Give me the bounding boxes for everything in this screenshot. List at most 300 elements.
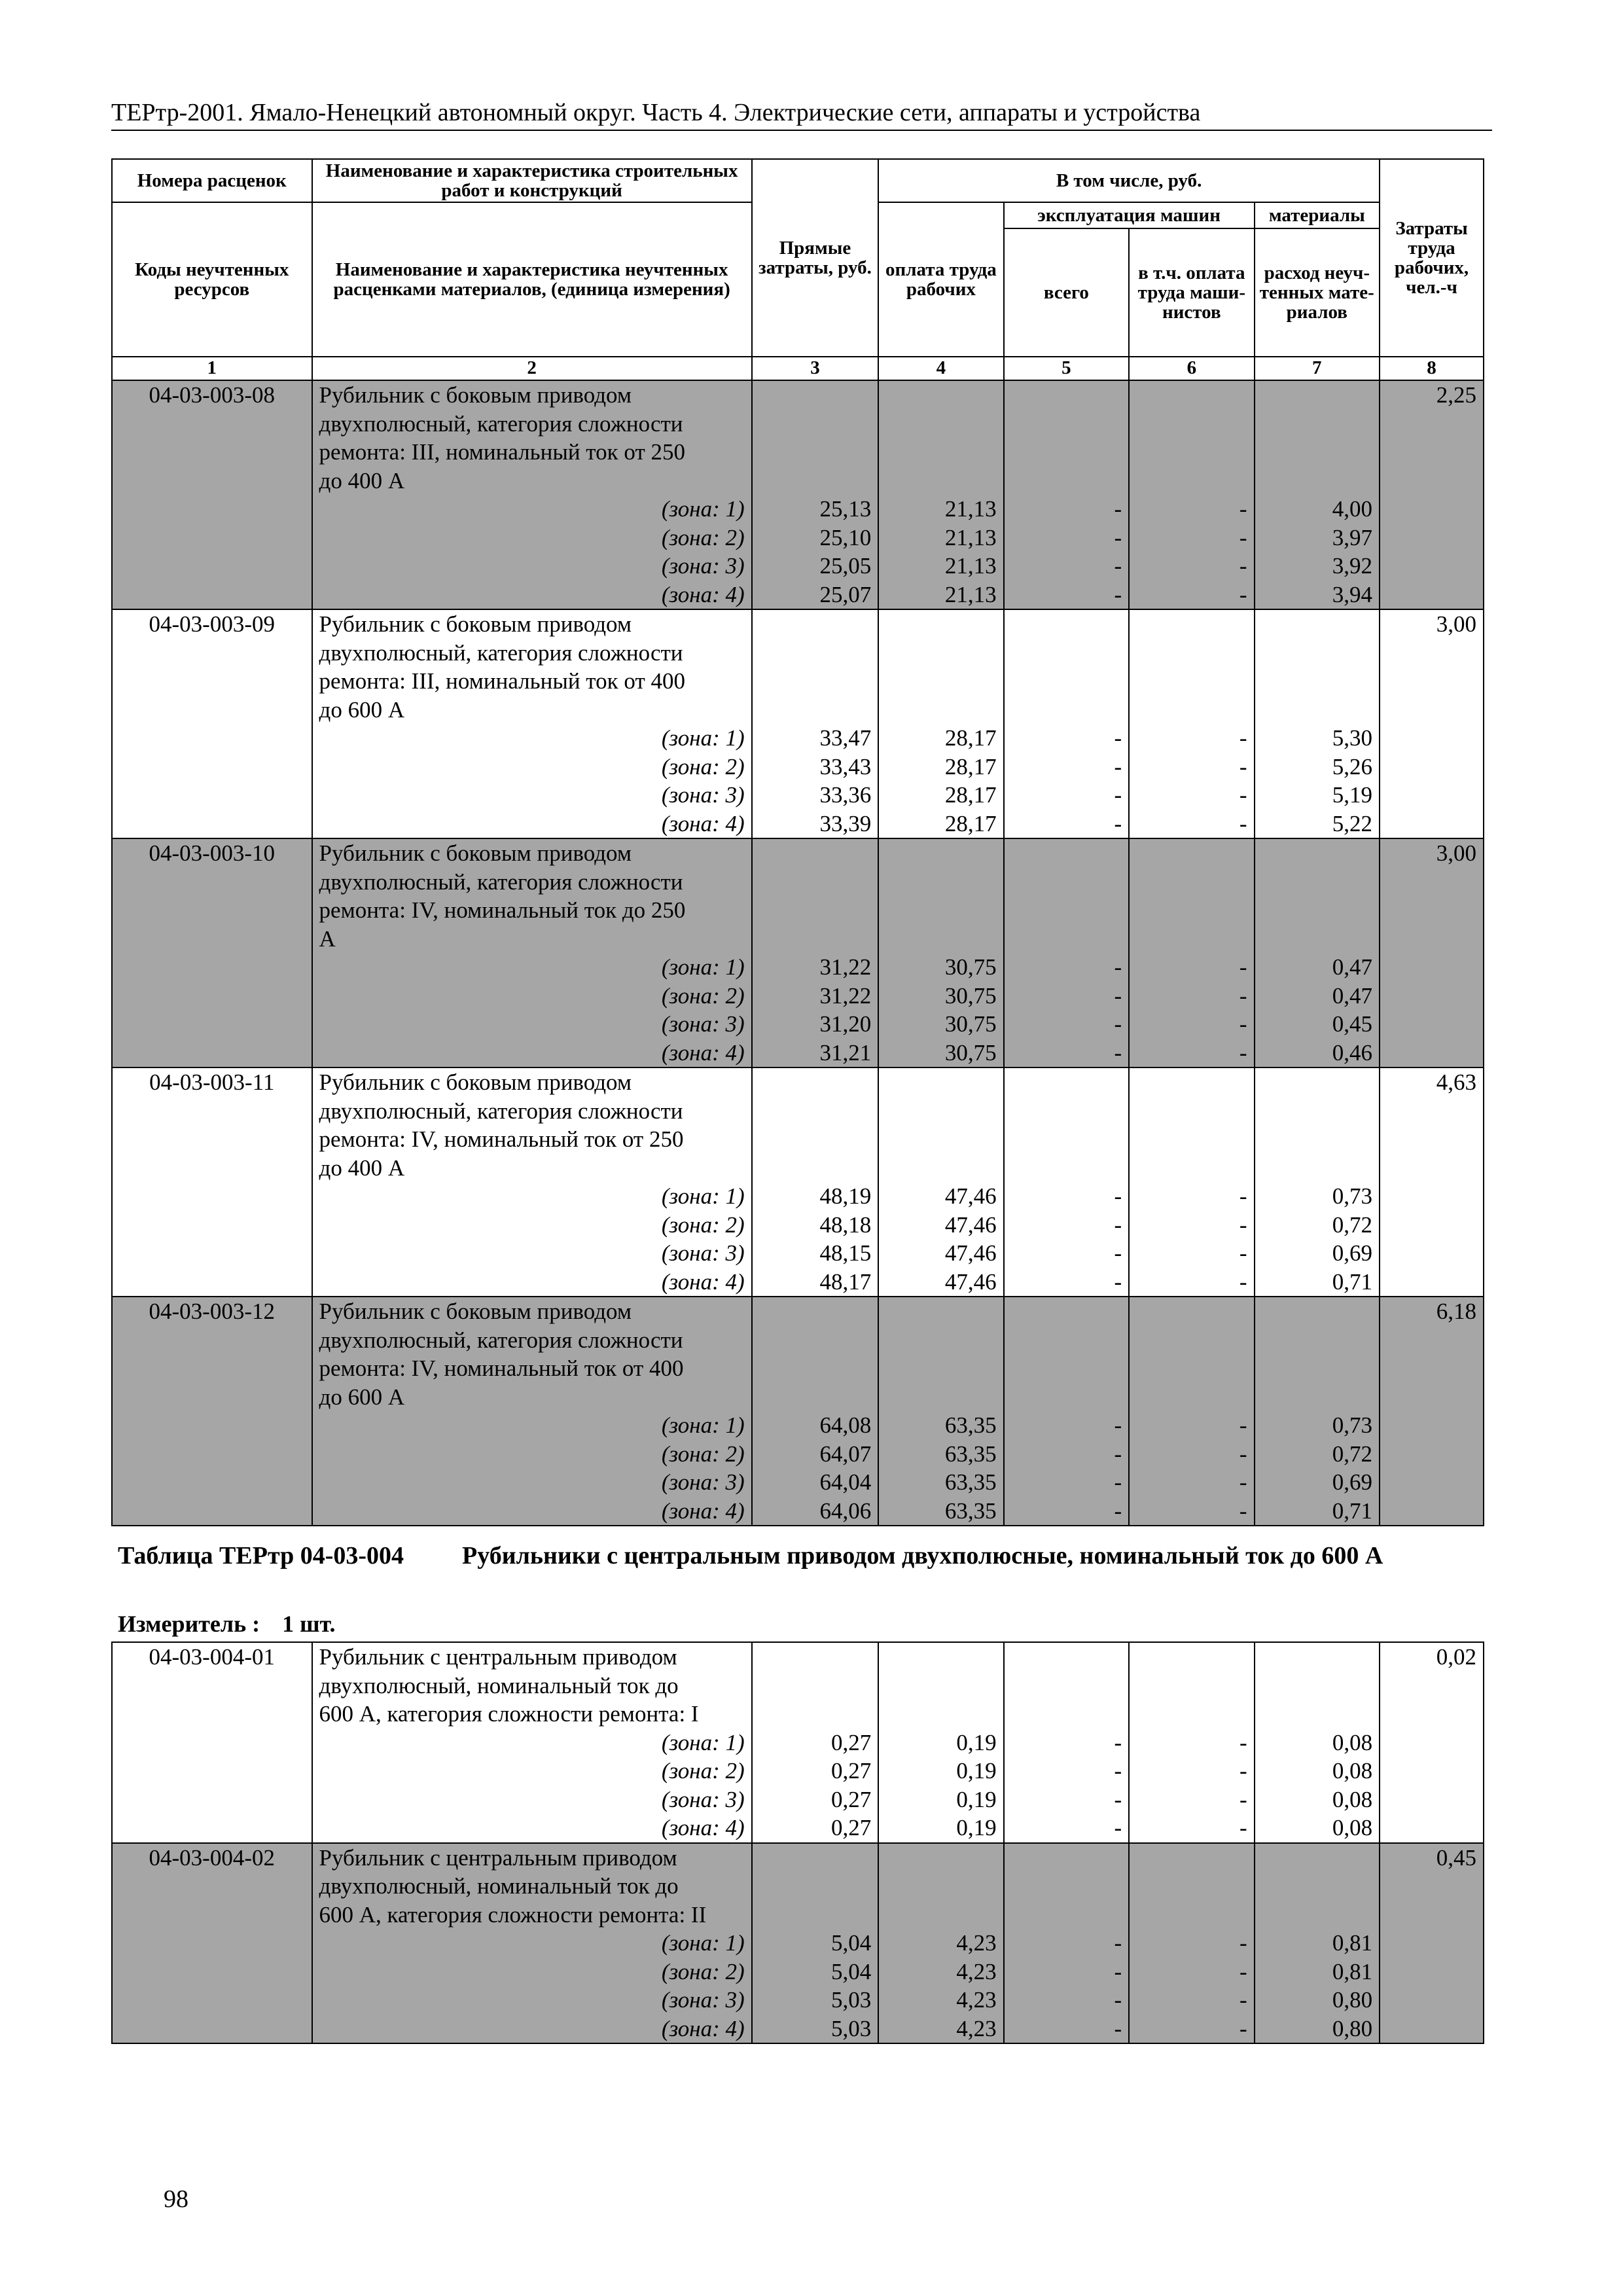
empty-cell: [1004, 1297, 1129, 1326]
col-number: 7: [1255, 357, 1380, 380]
rate-row: [112, 1297, 1484, 1326]
empty-cell: [1004, 380, 1129, 410]
rate-row-continuation: [112, 1901, 1484, 1929]
machinist-pay-value: -: [1129, 1440, 1254, 1469]
materials-value: 0,71: [1255, 1268, 1380, 1297]
col-including: В том числе, руб.: [878, 159, 1380, 202]
empty-cell: [752, 1297, 879, 1326]
materials-value: 5,19: [1255, 781, 1380, 810]
empty-cell: [1255, 1642, 1380, 1672]
labor-cell: [1380, 1468, 1484, 1497]
labor-pay-value: 47,46: [878, 1239, 1003, 1268]
empty-cell: [1004, 838, 1129, 868]
labor-costs-value: 3,00: [1380, 609, 1484, 639]
empty-cell: [752, 1642, 879, 1672]
materials-value: 0,08: [1255, 1757, 1380, 1785]
empty-cell: [1255, 639, 1380, 668]
empty-cell: [1129, 1901, 1254, 1929]
empty-cell: [1255, 1326, 1380, 1355]
code-cell: [112, 1785, 312, 1814]
empty-cell: [752, 1901, 879, 1929]
zone-label: (зона: 3): [312, 1468, 752, 1497]
zone-row: [112, 1814, 1484, 1843]
direct-costs-value: 25,13: [752, 495, 879, 524]
code-cell: [112, 495, 312, 524]
labor-pay-value: 63,35: [878, 1468, 1003, 1497]
labor-cell: [1380, 1901, 1484, 1929]
labor-cell: [1380, 1010, 1484, 1039]
labor-cell: [1380, 1326, 1484, 1355]
zone-row: [112, 753, 1484, 781]
rate-row-continuation: [112, 1097, 1484, 1126]
materials-value: 5,22: [1255, 810, 1380, 839]
empty-cell: [1129, 1097, 1254, 1126]
zone-label: (зона: 4): [312, 810, 752, 839]
zone-row: [112, 1182, 1484, 1211]
labor-costs-value: 0,02: [1380, 1642, 1484, 1672]
rate-name-line: двухполюсный, категория сложности: [312, 1326, 752, 1355]
empty-cell: [1255, 1901, 1380, 1929]
labor-cell: [1380, 1872, 1484, 1901]
rate-code: 04-03-003-12: [112, 1297, 312, 1326]
empty-cell: [752, 925, 879, 954]
labor-cell: [1380, 1211, 1484, 1240]
empty-cell: [1255, 1125, 1380, 1154]
code-cell: [112, 1958, 312, 1986]
code-cell: [112, 696, 312, 725]
empty-cell: [1255, 1383, 1380, 1412]
zone-row: [112, 724, 1484, 753]
empty-cell: [1129, 1354, 1254, 1383]
empty-cell: [1129, 838, 1254, 868]
direct-costs-value: 5,03: [752, 2015, 879, 2044]
labor-cell: [1380, 1097, 1484, 1126]
machines-value: -: [1004, 1039, 1129, 1068]
table-title: Рубильники с центральным приводом двухполюсные, номинальный ток до 600 А: [462, 1542, 1383, 1570]
empty-cell: [1004, 896, 1129, 925]
code-cell: [112, 1757, 312, 1785]
zone-row: [112, 810, 1484, 839]
rate-row-continuation: [112, 1383, 1484, 1412]
code-cell: [112, 1929, 312, 1958]
rate-row-continuation: [112, 1872, 1484, 1901]
empty-cell: [878, 1700, 1003, 1729]
zone-row: [112, 1239, 1484, 1268]
labor-pay-value: 30,75: [878, 1010, 1003, 1039]
empty-cell: [1129, 1843, 1254, 1873]
machinist-pay-value: -: [1129, 1986, 1254, 2015]
labor-cell: [1380, 1497, 1484, 1526]
empty-cell: [752, 896, 879, 925]
code-cell: [112, 1729, 312, 1757]
col-number: 4: [878, 357, 1003, 380]
empty-cell: [878, 1097, 1003, 1126]
empty-cell: [878, 1872, 1003, 1901]
col-machines-total: всего: [1004, 228, 1129, 357]
empty-cell: [878, 696, 1003, 725]
labor-pay-value: 28,17: [878, 724, 1003, 753]
labor-pay-value: 21,13: [878, 524, 1003, 552]
zone-row: [112, 1039, 1484, 1068]
direct-costs-value: 33,36: [752, 781, 879, 810]
empty-cell: [1004, 667, 1129, 696]
empty-cell: [878, 1642, 1003, 1672]
col-materials: материалы: [1255, 202, 1380, 228]
direct-costs-value: 0,27: [752, 1757, 879, 1785]
page-number: 98: [164, 2185, 188, 2213]
column-numbers-row: [112, 357, 1484, 380]
rate-name-line: ремонта: III, номинальный ток от 250: [312, 438, 752, 467]
empty-cell: [1129, 410, 1254, 439]
labor-costs-value: 4,63: [1380, 1067, 1484, 1097]
labor-cell: [1380, 1814, 1484, 1843]
empty-cell: [752, 667, 879, 696]
col-number: 2: [312, 357, 752, 380]
rate-name-line: Рубильник с боковым приводом: [312, 609, 752, 639]
rate-name-line: Рубильник с боковым приводом: [312, 1067, 752, 1097]
rate-row-continuation: [112, 410, 1484, 439]
direct-costs-value: 5,04: [752, 1929, 879, 1958]
code-cell: [112, 467, 312, 495]
code-cell: [112, 581, 312, 610]
code-cell: [112, 1211, 312, 1240]
direct-costs-value: 64,04: [752, 1468, 879, 1497]
machinist-pay-value: -: [1129, 810, 1254, 839]
zone-row: [112, 1785, 1484, 1814]
labor-cell: [1380, 1268, 1484, 1297]
zone-label: (зона: 2): [312, 753, 752, 781]
col-number: 8: [1380, 357, 1484, 380]
labor-cell: [1380, 1729, 1484, 1757]
direct-costs-value: 25,05: [752, 552, 879, 581]
empty-cell: [878, 1843, 1003, 1873]
empty-cell: [878, 1354, 1003, 1383]
machinist-pay-value: -: [1129, 1268, 1254, 1297]
empty-cell: [1004, 1354, 1129, 1383]
empty-cell: [1129, 1067, 1254, 1097]
code-cell: [112, 1411, 312, 1440]
labor-cell: [1380, 724, 1484, 753]
code-cell: [112, 524, 312, 552]
empty-cell: [1004, 1154, 1129, 1183]
col-number: 6: [1129, 357, 1254, 380]
labor-costs-value: 3,00: [1380, 838, 1484, 868]
rate-code: 04-03-003-08: [112, 380, 312, 410]
rate-code: 04-03-004-02: [112, 1843, 312, 1873]
empty-cell: [1004, 1872, 1129, 1901]
labor-cell: [1380, 639, 1484, 668]
labor-cell: [1380, 696, 1484, 725]
materials-value: 0,73: [1255, 1182, 1380, 1211]
machines-value: -: [1004, 524, 1129, 552]
machinist-pay-value: -: [1129, 1814, 1254, 1843]
empty-cell: [878, 438, 1003, 467]
machines-value: -: [1004, 1468, 1129, 1497]
rate-name-line: Рубильник с центральным приводом: [312, 1642, 752, 1672]
direct-costs-value: 64,06: [752, 1497, 879, 1526]
zone-label: (зона: 2): [312, 1958, 752, 1986]
code-cell: [112, 1986, 312, 2015]
empty-cell: [878, 1154, 1003, 1183]
empty-cell: [1004, 1672, 1129, 1700]
code-cell: [112, 1010, 312, 1039]
empty-cell: [1129, 925, 1254, 954]
empty-cell: [752, 1672, 879, 1700]
machines-value: -: [1004, 1010, 1129, 1039]
code-cell: [112, 1814, 312, 1843]
zone-label: (зона: 3): [312, 781, 752, 810]
machines-value: -: [1004, 1929, 1129, 1958]
code-cell: [112, 781, 312, 810]
labor-cell: [1380, 2015, 1484, 2044]
code-cell: [112, 639, 312, 668]
machinist-pay-value: -: [1129, 1211, 1254, 1240]
machinist-pay-value: -: [1129, 1958, 1254, 1986]
labor-cell: [1380, 667, 1484, 696]
col-machine-operation: эксплуатация машин: [1004, 202, 1255, 228]
materials-value: 0,69: [1255, 1468, 1380, 1497]
labor-cell: [1380, 896, 1484, 925]
rate-name-line: до 600 А: [312, 1383, 752, 1412]
rate-name-line: ремонта: IV, номинальный ток от 250: [312, 1125, 752, 1154]
code-cell: [112, 410, 312, 439]
machinist-pay-value: -: [1129, 1729, 1254, 1757]
empty-cell: [1255, 925, 1380, 954]
rate-name-line: двухполюсный, категория сложности: [312, 868, 752, 897]
labor-pay-value: 30,75: [878, 953, 1003, 982]
machinist-pay-value: -: [1129, 1497, 1254, 1526]
machines-value: -: [1004, 753, 1129, 781]
labor-pay-value: 30,75: [878, 1039, 1003, 1068]
rate-name-line: Рубильник с центральным приводом: [312, 1843, 752, 1873]
col-material-names: Наименование и характеристика неучтенных расценками материалов, (единица измерения): [312, 202, 752, 357]
empty-cell: [1129, 438, 1254, 467]
labor-cell: [1380, 925, 1484, 954]
empty-cell: [1255, 1872, 1380, 1901]
empty-cell: [1129, 868, 1254, 897]
labor-cell: [1380, 1958, 1484, 1986]
empty-cell: [1129, 1297, 1254, 1326]
empty-cell: [1129, 1700, 1254, 1729]
machines-value: -: [1004, 1182, 1129, 1211]
labor-cell: [1380, 1986, 1484, 2015]
labor-pay-value: 28,17: [878, 810, 1003, 839]
empty-cell: [752, 1354, 879, 1383]
code-cell: [112, 1354, 312, 1383]
direct-costs-value: 64,07: [752, 1440, 879, 1469]
labor-cell: [1380, 1785, 1484, 1814]
labor-pay-value: 4,23: [878, 1929, 1003, 1958]
labor-pay-value: 47,46: [878, 1182, 1003, 1211]
labor-costs-value: 6,18: [1380, 1297, 1484, 1326]
zone-row: [112, 1010, 1484, 1039]
rate-row-continuation: [112, 667, 1484, 696]
zone-label: (зона: 2): [312, 1440, 752, 1469]
materials-value: 0,08: [1255, 1785, 1380, 1814]
zone-label: (зона: 3): [312, 1785, 752, 1814]
empty-cell: [878, 1125, 1003, 1154]
labor-pay-value: 0,19: [878, 1814, 1003, 1843]
materials-value: 0,69: [1255, 1239, 1380, 1268]
direct-costs-value: 31,22: [752, 953, 879, 982]
zone-row: [112, 953, 1484, 982]
machinist-pay-value: -: [1129, 1010, 1254, 1039]
rate-name-line: двухполюсный, категория сложности: [312, 410, 752, 439]
labor-cell: [1380, 1672, 1484, 1700]
code-cell: [112, 982, 312, 1011]
rate-row: [112, 380, 1484, 410]
empty-cell: [1129, 639, 1254, 668]
empty-cell: [878, 1901, 1003, 1929]
machines-value: -: [1004, 495, 1129, 524]
empty-cell: [878, 1383, 1003, 1412]
rate-name-line: А: [312, 925, 752, 954]
direct-costs-value: 48,17: [752, 1268, 879, 1297]
labor-cell: [1380, 552, 1484, 581]
rate-row-continuation: [112, 696, 1484, 725]
materials-value: 0,80: [1255, 2015, 1380, 2044]
rate-row-continuation: [112, 438, 1484, 467]
rate-code: 04-03-003-11: [112, 1067, 312, 1097]
meter-label: Измеритель :: [118, 1611, 260, 1637]
rate-name-line: ремонта: IV, номинальный ток до 250: [312, 896, 752, 925]
labor-pay-value: 47,46: [878, 1268, 1003, 1297]
table-body: [112, 1642, 1484, 2043]
empty-cell: [878, 925, 1003, 954]
empty-cell: [1255, 609, 1380, 639]
machines-value: -: [1004, 1497, 1129, 1526]
materials-value: 3,94: [1255, 581, 1380, 610]
labor-pay-value: 21,13: [878, 581, 1003, 610]
rate-name-line: двухполюсный, номинальный ток до: [312, 1872, 752, 1901]
zone-label: (зона: 2): [312, 982, 752, 1011]
code-cell: [112, 1672, 312, 1700]
labor-cell: [1380, 467, 1484, 495]
materials-value: 0,81: [1255, 1958, 1380, 1986]
labor-pay-value: 63,35: [878, 1497, 1003, 1526]
empty-cell: [1129, 1672, 1254, 1700]
machines-value: -: [1004, 2015, 1129, 2044]
materials-value: 0,81: [1255, 1929, 1380, 1958]
empty-cell: [1255, 868, 1380, 897]
rate-name-line: 600 А, категория сложности ремонта: II: [312, 1901, 752, 1929]
direct-costs-value: 64,08: [752, 1411, 879, 1440]
code-cell: [112, 753, 312, 781]
materials-value: 5,30: [1255, 724, 1380, 753]
machinist-pay-value: -: [1129, 524, 1254, 552]
empty-cell: [752, 696, 879, 725]
zone-row: [112, 2015, 1484, 2044]
materials-value: 0,47: [1255, 982, 1380, 1011]
direct-costs-value: 33,39: [752, 810, 879, 839]
machines-value: -: [1004, 1239, 1129, 1268]
code-cell: [112, 1440, 312, 1469]
rate-name-line: Рубильник с боковым приводом: [312, 380, 752, 410]
machines-value: -: [1004, 1411, 1129, 1440]
code-cell: [112, 1383, 312, 1412]
col-material-use: расход неуч-тенных мате-риалов: [1255, 228, 1380, 357]
empty-cell: [1255, 410, 1380, 439]
empty-cell: [1255, 1067, 1380, 1097]
empty-cell: [1129, 1326, 1254, 1355]
col-direct-costs: Прямые затраты, руб.: [752, 159, 879, 357]
labor-cell: [1380, 1239, 1484, 1268]
empty-cell: [752, 410, 879, 439]
direct-costs-value: 31,22: [752, 982, 879, 1011]
rates-table-04-03-004: [111, 1641, 1484, 2044]
empty-cell: [1255, 1354, 1380, 1383]
empty-cell: [1129, 667, 1254, 696]
labor-cell: [1380, 1354, 1484, 1383]
machines-value: -: [1004, 1958, 1129, 1986]
rate-code: 04-03-003-09: [112, 609, 312, 639]
code-cell: [112, 1154, 312, 1183]
code-cell: [112, 868, 312, 897]
rate-code: 04-03-003-10: [112, 838, 312, 868]
empty-cell: [1004, 1125, 1129, 1154]
zone-row: [112, 1268, 1484, 1297]
machinist-pay-value: -: [1129, 2015, 1254, 2044]
zone-label: (зона: 4): [312, 1814, 752, 1843]
zone-label: (зона: 2): [312, 524, 752, 552]
empty-cell: [1004, 1383, 1129, 1412]
labor-cell: [1380, 953, 1484, 982]
empty-cell: [752, 1125, 879, 1154]
labor-cell: [1380, 581, 1484, 610]
empty-cell: [752, 380, 879, 410]
labor-pay-value: 47,46: [878, 1211, 1003, 1240]
table-body: [112, 380, 1484, 1526]
labor-cell: [1380, 410, 1484, 439]
machinist-pay-value: -: [1129, 1039, 1254, 1068]
empty-cell: [1129, 696, 1254, 725]
zone-row: [112, 1986, 1484, 2015]
empty-cell: [1004, 925, 1129, 954]
empty-cell: [878, 896, 1003, 925]
col-number: 3: [752, 357, 879, 380]
col-rate-numbers: Номера расценок: [112, 159, 312, 202]
zone-row: [112, 982, 1484, 1011]
zone-label: (зона: 1): [312, 724, 752, 753]
empty-cell: [752, 838, 879, 868]
empty-cell: [1004, 639, 1129, 668]
empty-cell: [752, 1383, 879, 1412]
empty-cell: [1129, 896, 1254, 925]
labor-pay-value: 4,23: [878, 2015, 1003, 2044]
empty-cell: [878, 667, 1003, 696]
rate-row: [112, 838, 1484, 868]
empty-cell: [1004, 1067, 1129, 1097]
machines-value: -: [1004, 810, 1129, 839]
machinist-pay-value: -: [1129, 724, 1254, 753]
rate-row-continuation: [112, 925, 1484, 954]
empty-cell: [1129, 1154, 1254, 1183]
machinist-pay-value: -: [1129, 581, 1254, 610]
zone-row: [112, 1958, 1484, 1986]
rate-name-line: до 400 А: [312, 467, 752, 495]
zone-label: (зона: 2): [312, 1211, 752, 1240]
empty-cell: [1129, 467, 1254, 495]
machines-value: -: [1004, 953, 1129, 982]
rate-row: [112, 1642, 1484, 1672]
code-cell: [112, 1239, 312, 1268]
empty-cell: [1255, 1843, 1380, 1873]
code-cell: [112, 438, 312, 467]
zone-row: [112, 1729, 1484, 1757]
machines-value: -: [1004, 1729, 1129, 1757]
empty-cell: [1129, 1642, 1254, 1672]
labor-cell: [1380, 438, 1484, 467]
